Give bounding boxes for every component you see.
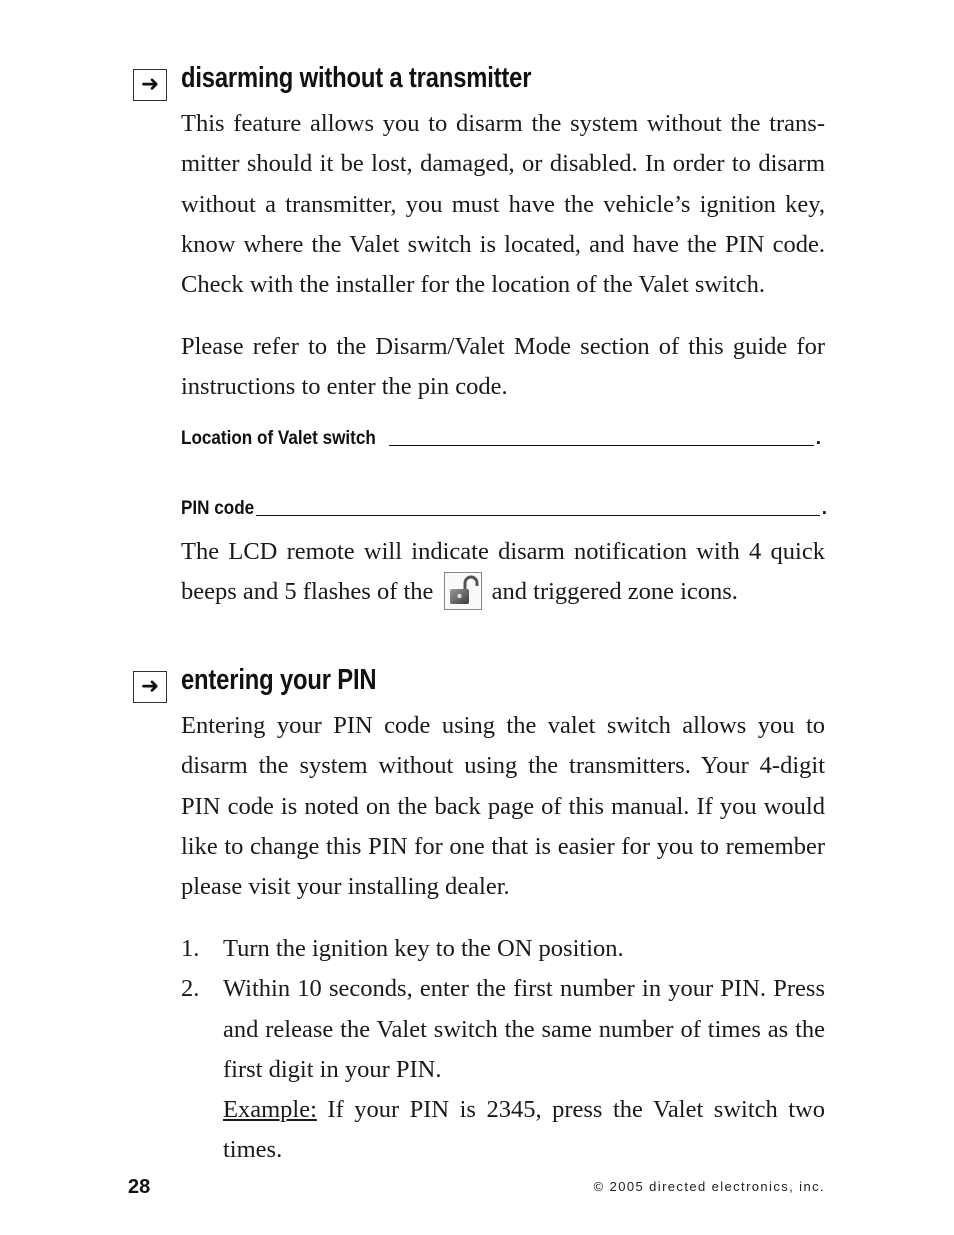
steps-list	[181, 929, 825, 1171]
section-heading-disarming: disarming without a transmitter	[181, 62, 532, 94]
section-heading-entering-pin: entering your PIN	[181, 664, 377, 696]
valet-location-line	[389, 444, 813, 446]
arrow-right-icon: ➜	[133, 671, 167, 703]
step-text: Within 10 seconds, enter the first number in your PIN. Press and release the Valet switch the same number of times as the first digit in your PIN.	[223, 975, 825, 1083]
example-item	[181, 1090, 825, 1171]
valet-location-label: Location of Valet switch	[181, 428, 376, 449]
list-item	[181, 969, 825, 1090]
refer-paragraph: Please refer to the Disarm/Valet Mode section of this guide for instructions to enter the pin code.	[181, 333, 825, 401]
step-number: 2.	[181, 975, 200, 1003]
unlocked-padlock-icon	[444, 572, 482, 610]
valet-location-terminator: .	[815, 428, 821, 449]
lcd-text-after: and triggered zone icons.	[491, 578, 738, 606]
step-number: 1.	[181, 935, 200, 962]
lcd-paragraph	[181, 532, 825, 613]
pin-code-label: PIN code	[181, 498, 255, 519]
example-text: If your PIN is 2345, press the Valet switch two times.	[223, 1096, 826, 1164]
entering-pin-paragraph: Entering your PIN code using the valet switch allows you to disarm the system without using the transmitters. Your 4-digit PIN code is noted on the back page of this manual. If you would like to change this PIN for one that is easier for you to remember please visit your installing dealer.	[181, 712, 825, 901]
list-item	[181, 929, 825, 969]
step-text: Turn the ignition key to the ON position.	[223, 935, 624, 962]
page-number: 28	[128, 1176, 151, 1198]
copyright-notice: © 2005 directed electronics, inc.	[593, 1179, 825, 1194]
arrow-right-icon: ➜	[133, 69, 167, 101]
lcd-text-before: The LCD remote will indicate disarm notification with 4 quick beeps and 5 flashes of the	[181, 538, 825, 606]
pin-code-line	[256, 514, 819, 516]
example-label: Example:	[223, 1096, 317, 1124]
disarming-paragraph: This feature allows you to disarm the system without the trans- mitter should it be lost, damaged, or disabled. In order to disarm without a transmitter, you must have the vehicle’s ignition key, know where the Valet switch is located, and have the PIN code. Check with the installer for the location of the Valet switch.	[181, 110, 825, 299]
pin-code-field	[181, 498, 827, 520]
pin-code-terminator: .	[821, 498, 827, 519]
valet-location-field	[181, 428, 821, 450]
